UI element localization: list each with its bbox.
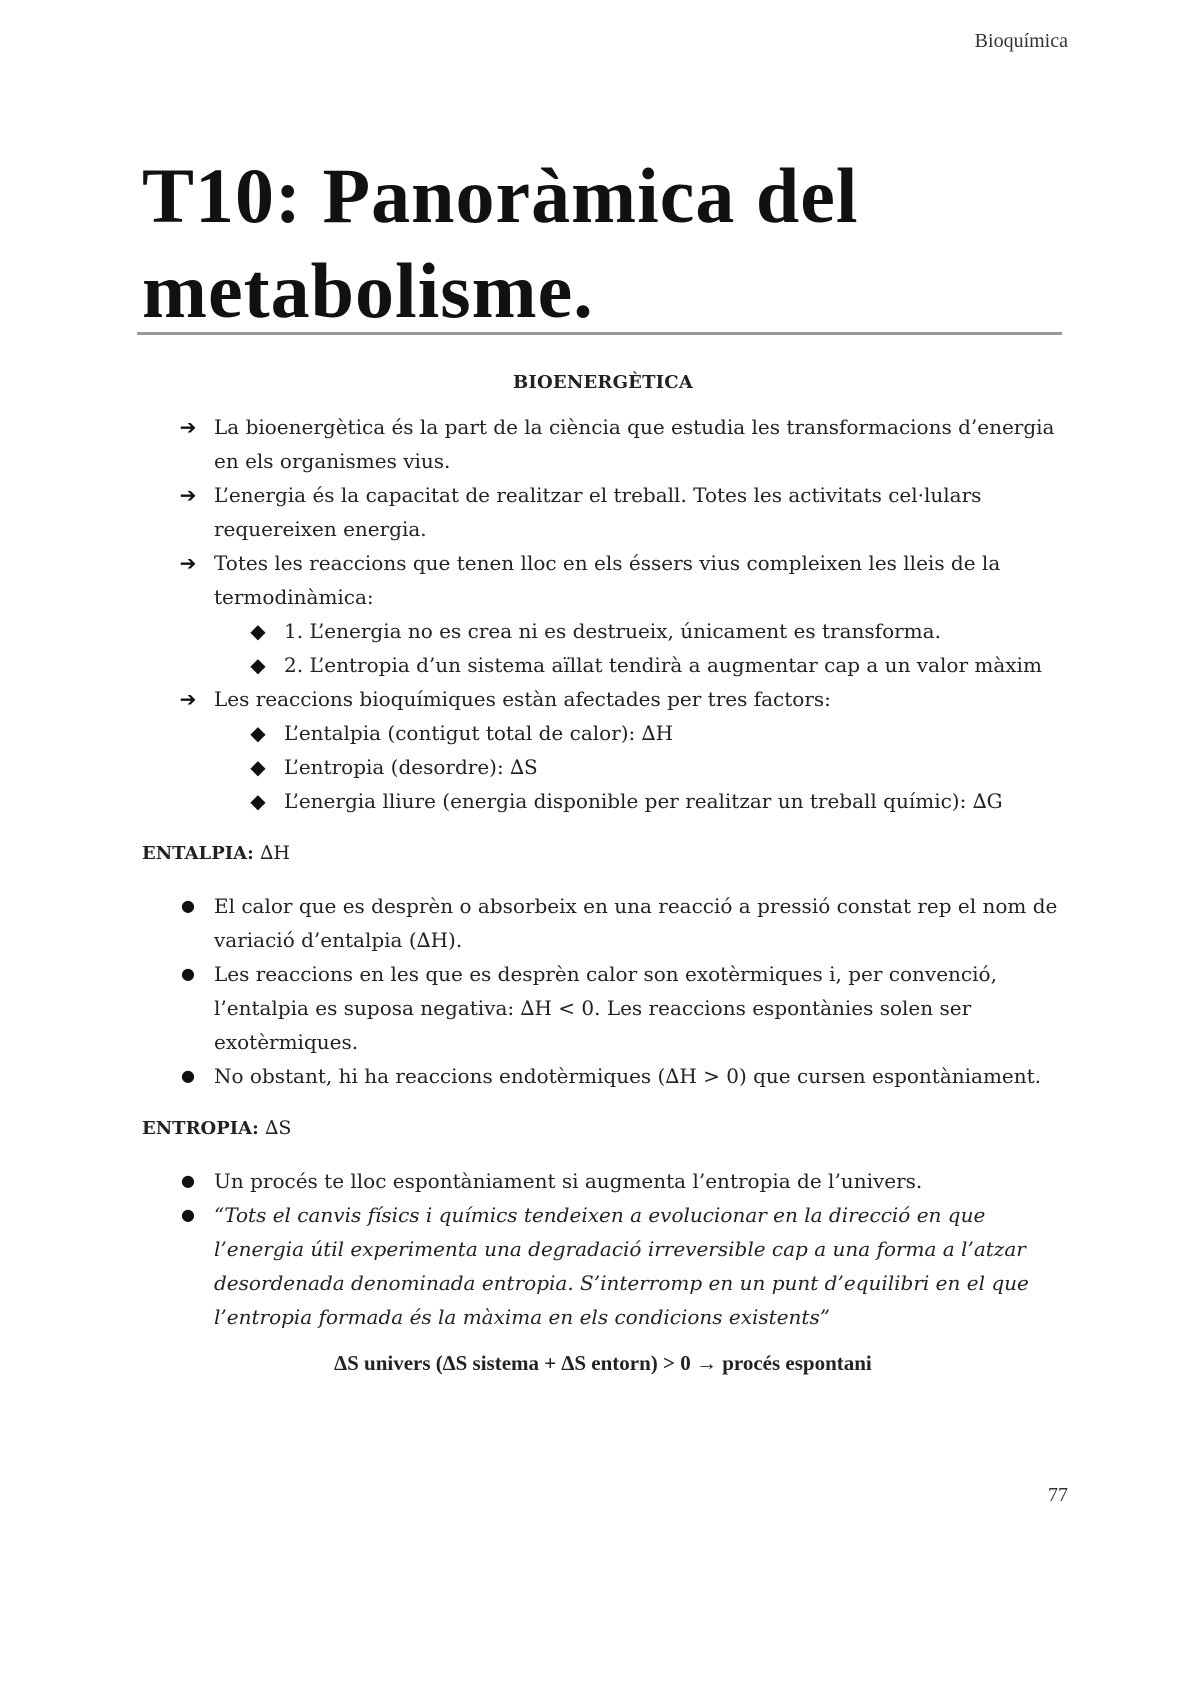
list-item: ➔ Les reaccions bioquímiques estàn afectades per tres factors: [142, 682, 1064, 716]
diamond-bullet-icon: ◆ [250, 653, 266, 677]
list-item: ◆ L’entropia (desordre): ∆S [142, 750, 1064, 784]
list-item: ● Un procés te lloc espontàniament si augmenta l’entropia de l’univers. [142, 1164, 1064, 1198]
list-item: ● No obstant, hi ha reaccions endotèrmiques (∆H > 0) que cursen espontàniament. [142, 1059, 1064, 1093]
delta-s-symbol: ∆S [265, 1117, 292, 1139]
list-item: ● Les reaccions en les que es desprèn calor son exotèrmiques i, per convenció, l’entalpia es suposa negativa: ∆H < 0. Les reaccions espontànies solen ser exotèrmiques. [142, 957, 1064, 1059]
list-item: ➔ L’energia és la capacitat de realitzar el treball. Totes les activitats cel·lulars requereixen energia. [142, 478, 1064, 546]
diamond-bullet-icon: ◆ [250, 789, 266, 813]
running-header: Bioquímica [974, 30, 1068, 52]
list-item: ◆ L’energia lliure (energia disponible per realitzar un treball químic): ∆G [142, 784, 1064, 818]
list-item: ◆ L’entalpia (contigut total de calor): ∆H [142, 716, 1064, 750]
arrow-bullet-icon: ➔ [179, 415, 197, 439]
list-item: ➔ La bioenergètica és la part de la ciència que estudia les transformacions d’energia en els organismes vius. [142, 410, 1064, 478]
arrow-bullet-icon: ➔ [179, 687, 197, 711]
arrow-bullet-icon: ➔ [179, 551, 197, 575]
title-divider [137, 332, 1062, 335]
dot-bullet-icon: ● [181, 1171, 195, 1190]
delta-h-symbol: ∆H [260, 842, 290, 864]
list-item: ◆ 2. L’entropia d’un sistema aïllat tendirà a augmentar cap a un valor màxim [142, 648, 1064, 682]
entalpia-list [142, 889, 1064, 1093]
entropia-list [142, 1164, 1064, 1334]
entropy-formula: ∆S univers (∆S sistema + ∆S entorn) > 0 → procés espontani [334, 1351, 872, 1375]
list-item: ● El calor que es desprèn o absorbeix en una reacció a pressió constat rep el nom de variació d’entalpia (∆H). [142, 889, 1064, 957]
section-heading-entalpia: ENTALPIA: ∆H [142, 842, 290, 864]
list-item: ➔ Totes les reaccions que tenen lloc en els éssers vius compleixen les lleis de la termodinàmica: [142, 546, 1064, 614]
list-item [142, 1198, 1064, 1334]
bioenergetica-list [142, 410, 1064, 818]
section-heading-entropia: ENTROPIA: ∆S [142, 1117, 292, 1139]
entropy-quote: “Tots el canvis físics i químics tendeixen a evolucionar en la direcció en que l’energia útil experimenta una degradació irreversible cap a una forma a l’atzar desordenada denominada entropia. S’interromp en un punt d’equilibri en el que l’entropia formada és la màxima en els condicions existents” [214, 1203, 1029, 1329]
dot-bullet-icon: ● [181, 896, 195, 915]
arrow-bullet-icon: ➔ [179, 483, 197, 507]
dot-bullet-icon: ● [181, 964, 195, 983]
dot-bullet-icon: ● [181, 1205, 195, 1224]
page-number: 77 [1048, 1484, 1068, 1506]
dot-bullet-icon: ● [181, 1066, 195, 1085]
page-content [142, 366, 1064, 1380]
diamond-bullet-icon: ◆ [250, 755, 266, 779]
diamond-bullet-icon: ◆ [250, 619, 266, 643]
page-title: T10: Panoràmica del metabolisme. [142, 152, 859, 334]
diamond-bullet-icon: ◆ [250, 721, 266, 745]
section-heading-bioenergetica: BIOENERGÈTICA [513, 372, 693, 393]
list-item: ◆ 1. L’energia no es crea ni es destrueix, únicament es transforma. [142, 614, 1064, 648]
